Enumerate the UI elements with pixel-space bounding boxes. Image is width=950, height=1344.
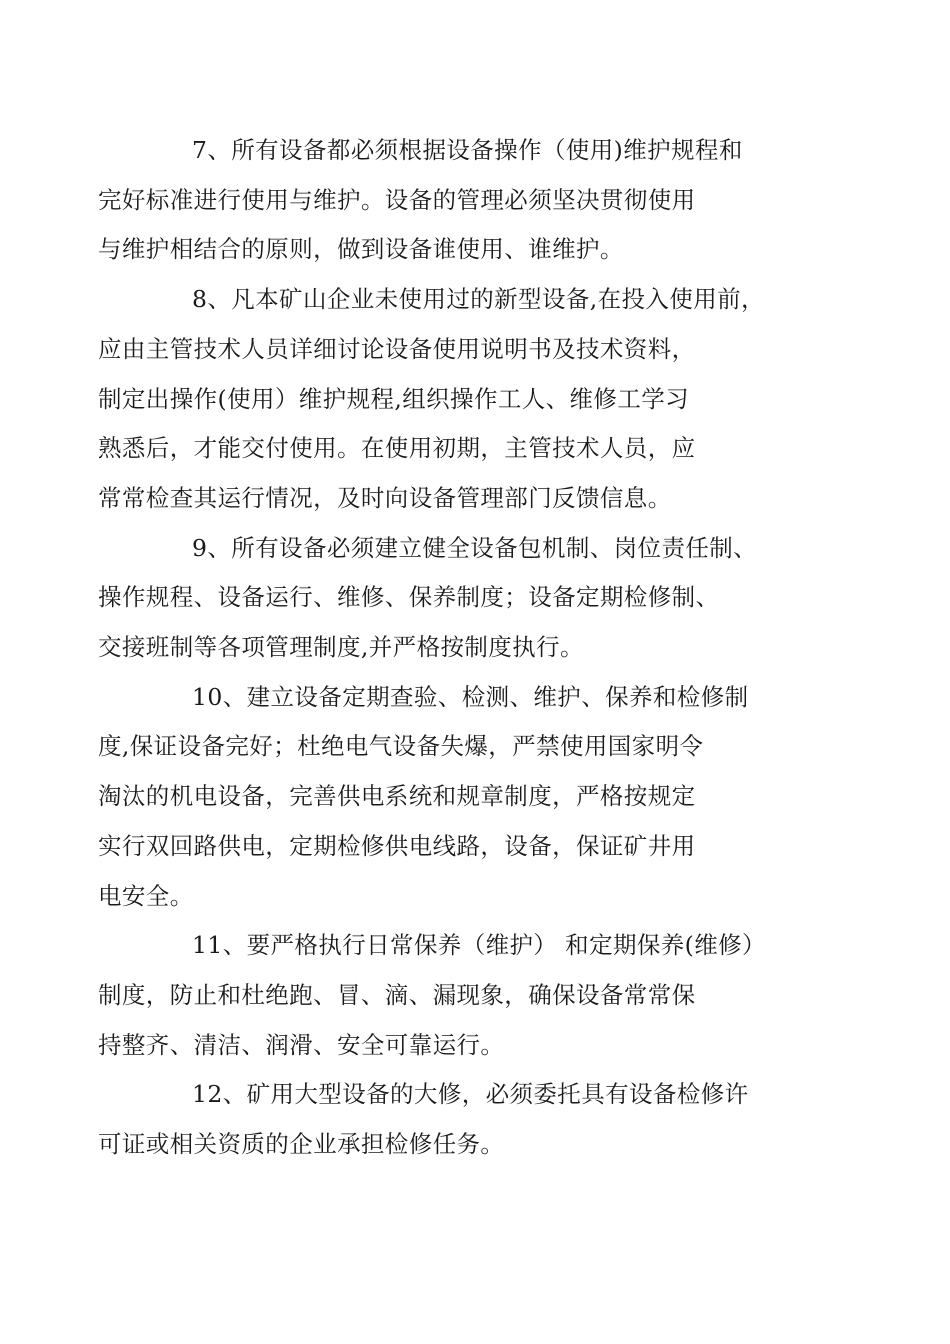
text-line: 制定出操作(使用）维护规程,组织操作工人、维修工学习 [98,384,690,413]
text-line: 8、凡本矿山企业未使用过的新型设备,在投入使用前， [192,285,765,314]
text-line: 10、建立设备定期查验、检测、维护、保养和检修制 [192,682,749,711]
text-line: 度,保证设备完好；杜绝电气设备失爆，严禁使用国家明令 [98,732,704,761]
paragraph-10 [98,673,805,922]
text-line: 常常检查其运行情况，及时向设备管理部门反馈信息。 [98,483,672,512]
paragraph-7 [98,126,805,275]
text-line: 淘汰的机电设备，完善供电系统和规章制度，严格按规定 [98,782,696,811]
paragraph-11 [98,921,805,1070]
paragraph-9 [98,524,805,673]
paragraph-8 [98,275,805,524]
text-line: 熟悉后，才能交付使用。在使用初期，主管技术人员，应 [98,434,696,463]
text-line: 实行双回路供电，定期检修供电线路，设备，保证矿井用 [98,831,696,860]
text-line: 9、所有设备必须建立健全设备包机制、岗位责任制、 [192,533,758,562]
text-line: 电安全。 [98,881,194,910]
text-line: 7、所有设备都必须根据设备操作（使用)维护规程和 [192,136,743,164]
text-line: 应由主管技术人员详细讨论设备使用说明书及技术资料， [98,334,696,363]
text-line: 制度，防止和杜绝跑、冒、滴、漏现象，确保设备常常保 [98,980,696,1009]
text-line: 12、矿用大型设备的大修，必须委托具有设备检修许 [192,1080,749,1109]
text-line: 操作规程、设备运行、维修、保养制度；设备定期检修制、 [98,583,720,612]
text-line: 11、要严格执行日常保养（维护） 和定期保养(维修） [192,931,766,960]
document-body [98,126,805,1170]
text-line: 交接班制等各项管理制度,并严格按制度执行。 [98,633,584,662]
text-line: 可证或相关资质的企业承担检修任务。 [98,1130,505,1159]
text-line: 与维护相结合的原则，做到设备谁使用、谁维护。 [98,235,624,264]
paragraph-12 [98,1070,805,1169]
text-line: 完好标准进行使用与维护。设备的管理必须坚决贯彻使用 [98,185,696,214]
text-line: 持整齐、清洁、润滑、安全可靠运行。 [98,1030,505,1059]
